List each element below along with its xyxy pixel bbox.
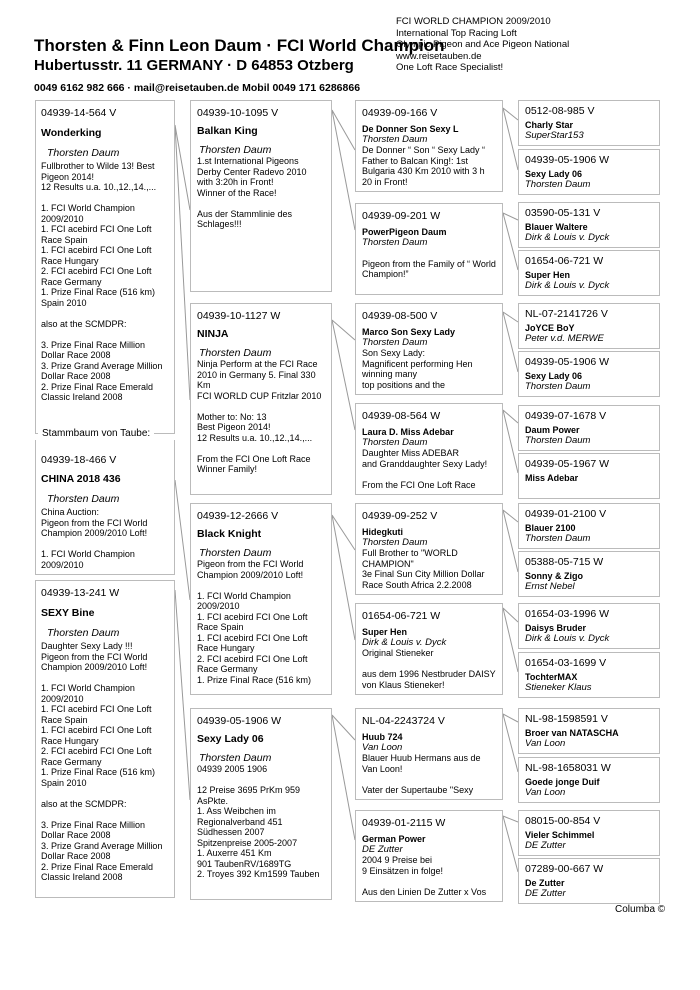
breeder: Thorsten Daum <box>47 627 120 639</box>
pigeon-name: PowerPigeon Daum <box>362 227 447 237</box>
ring-number: NL-04-2243724 V <box>362 715 445 727</box>
breeder: Thorsten Daum <box>199 144 272 156</box>
pigeon-card-gen3-5 <box>355 503 503 595</box>
breeder: Dirk & Louis v. Dyck <box>525 231 610 243</box>
breeder: Thorsten Daum <box>362 536 428 548</box>
pigeon-card-gen2-2 <box>190 303 332 495</box>
ring-number: 08015-00-854 V <box>525 815 601 827</box>
pigeon-name: Sexy Lady 06 <box>197 733 264 745</box>
pigeon-name: Hidegkuti <box>362 527 404 537</box>
breeder: Thorsten Daum <box>525 380 591 392</box>
pigeon-card-gen4-12 <box>518 652 660 698</box>
ring-number: 04939-09-252 V <box>362 510 438 522</box>
description: Daughter Sexy Lady !!! Pigeon from the FCI World Champion 2009/2010 Loft! 1. FCI World Champion 2009/2010 1. FCI acebird FCI One Loft Race Spain 1. FCI acebird FCI One Loft Race Hungary 2. FCI acebird FCI One Loft Race Germany 1. Prize Final Race (516 km) Spain 2010 also at the SCMDPR: 3. Prize Final Race Million Dollar Race 2008 3. Prize Grand Average Million Dollar Race 2008 2. Prize Final Race Emerald Classic Ireland 2008 <box>41 641 163 882</box>
pigeon-name: Super Hen <box>525 270 571 280</box>
pigeon-card-gen4-1 <box>518 100 660 146</box>
ring-number: NL-98-1658031 W <box>525 762 611 774</box>
ring-number: 04939-13-241 W <box>41 587 120 599</box>
pigeon-card-gen3-2 <box>355 203 503 295</box>
pigeon-card-gen3-1 <box>355 100 503 192</box>
pigeon-card-gen2-4 <box>190 708 332 900</box>
ring-number: 04939-05-1967 W <box>525 458 610 470</box>
breeder: Thorsten Daum <box>362 133 428 145</box>
pigeon-name: CHINA 2018 436 <box>41 473 121 485</box>
description: Fullbrother to Wilde 13! Best Pigeon 2014! 12 Results u.a. 10.,12.,14.,... 1. FCI World Champion 2009/2010 1. FCI acebird FCI One Loft Race Spain 1. FCI acebird FCI One Loft Race Hungary 2. FCI acebird FCI One Loft Race Germany 1. Prize Final Race (516 km) Spain 2010 also at the SCMDPR: 3. Prize Final Race Million Dollar Race 2008 3. Prize Grand Average Million Dollar Race 2008 2. Prize Final Race Emerald Classic Ireland 2008 <box>41 161 163 402</box>
pigeon-card-gen4-3 <box>518 202 660 248</box>
ring-number: 04939-14-564 V <box>41 107 117 119</box>
pigeon-name: Marco Son Sexy Lady <box>362 327 456 337</box>
pigeon-card-gen4-16 <box>518 858 660 904</box>
ring-number: 04939-01-2115 W <box>362 817 446 829</box>
breeder: DE Zutter <box>525 887 566 899</box>
pigeon-card-gen4-8 <box>518 453 660 499</box>
description: Pigeon from the Family of “ World Champion!” <box>362 258 496 279</box>
pigeon-name: TochterMAX <box>525 672 578 682</box>
header-title: Thorsten & Finn Leon Daum · FCI World Champion <box>34 36 445 55</box>
breeder: Thorsten Daum <box>525 178 591 190</box>
pigeon-card-gen4-11 <box>518 603 660 649</box>
ring-number: 04939-12-2666 V <box>197 510 279 522</box>
breeder: DE Zutter <box>525 839 566 851</box>
breeder: Thorsten Daum <box>199 347 272 359</box>
header-address: Hubertusstr. 11 GERMANY · D 64853 Otzberg <box>34 57 354 74</box>
pigeon-name: NINJA <box>197 328 229 340</box>
pigeon-name: Sexy Lady 06 <box>525 371 583 381</box>
ring-number: 04939-07-1678 V <box>525 410 607 422</box>
description: 2004 9 Preise bei 9 Einsätzen in folge! Aus den Linien De Zutter x Vos <box>362 855 487 897</box>
pigeon-name: Wonderking <box>41 127 102 139</box>
ring-number: 04939-09-201 W <box>362 210 441 222</box>
breeder: Stieneker Klaus <box>525 681 592 693</box>
breeder: Thorsten Daum <box>525 532 591 544</box>
footer-credit: Columba © <box>615 904 666 915</box>
breeder: Thorsten Daum <box>47 147 120 159</box>
ring-number: NL-98-1598591 V <box>525 713 608 725</box>
pigeon-name: JoYCE BoY <box>525 323 575 333</box>
pigeon-card-gen3-6 <box>355 603 503 695</box>
description: Son Sexy Lady: Magnificent performing Hen winning many top positions and the <box>362 348 473 390</box>
description: Daughter Miss ADEBAR and Granddaughter Sexy Lady! From the FCI One Loft Race <box>362 448 488 490</box>
ring-number: 04939-05-1906 W <box>197 715 282 727</box>
description: Ninja Perform at the FCI Race 2010 in Germany 5. Final 330 Km FCI WORLD CUP Fritzlar 2010 Mother to: No: 13 Best Pigeon 2014! 12 Results u.a. 10.,12.,14.,... From the FCI One Loft Race Winner Family! <box>197 359 322 474</box>
breeder: Dirk & Louis v. Dyck <box>525 632 610 644</box>
breeder: Thorsten Daum <box>362 436 428 448</box>
ring-number: 04939-05-1906 W <box>525 356 610 368</box>
header-contact: 0049 6162 982 666 · mail@reisetauben.de Mobil 0049 171 6286866 <box>34 82 361 94</box>
pigeon-card-gen2-3 <box>190 503 332 695</box>
ring-number: 01654-06-721 W <box>362 610 441 622</box>
pigeon-card-mother <box>35 580 175 898</box>
description: China Auction: Pigeon from the FCI World Champion 2009/2010 Loft! 1. FCI World Champion 2009/2010 <box>41 507 148 570</box>
breeder: Thorsten Daum <box>362 336 428 348</box>
breeder: Thorsten Daum <box>525 434 591 446</box>
pigeon-card-gen4-13 <box>518 708 660 754</box>
description: Full Brother to "WORLD CHAMPION" 3e Final Sun City Million Dollar Race South Africa 2.2.2008 <box>362 548 485 590</box>
ring-number: 04939-01-2100 V <box>525 508 607 520</box>
ring-number: 07289-00-667 W <box>525 863 604 875</box>
pigeon-name: Miss Adebar <box>525 473 579 483</box>
ring-number: 04939-08-564 W <box>362 410 441 422</box>
pigeon-card-gen3-7 <box>355 708 503 800</box>
breeder: Peter v.d. MERWE <box>525 332 604 344</box>
ring-number: 0512-08-985 V <box>525 105 595 117</box>
pigeon-name: Blauer Waltere <box>525 222 588 232</box>
ring-number: 01654-06-721 W <box>525 255 604 267</box>
pedigree-legend: Stammbaum von Taube: <box>38 428 154 439</box>
pigeon-card-gen4-4 <box>518 250 660 296</box>
pigeon-name: Laura D. Miss Adebar <box>362 427 454 437</box>
breeder: Thorsten Daum <box>362 236 428 248</box>
breeder: Dirk & Louis v. Dyck <box>525 279 610 291</box>
pigeon-card-gen2-1 <box>190 100 332 292</box>
breeder: Ernst Nebel <box>525 580 575 592</box>
pigeon-name: SEXY Bine <box>41 607 95 619</box>
pigeon-name: Blauer 2100 <box>525 523 576 533</box>
pigeon-name: Super Hen <box>362 627 408 637</box>
pigeon-card-gen4-2 <box>518 149 660 195</box>
breeder: Thorsten Daum <box>47 493 120 505</box>
pigeon-name: Daum Power <box>525 425 580 435</box>
breeder: SuperStar153 <box>525 129 584 141</box>
ring-number: 03590-05-131 V <box>525 207 601 219</box>
pigeon-card-gen4-15 <box>518 810 660 856</box>
pigeon-name: Sexy Lady 06 <box>525 169 583 179</box>
ring-number: 04939-09-166 V <box>362 107 438 119</box>
ring-number: NL-07-2141726 V <box>525 308 608 320</box>
breeder: Van Loon <box>525 786 566 798</box>
pigeon-name: Sonny & Zigo <box>525 571 583 581</box>
pigeon-name: German Power <box>362 834 426 844</box>
pigeon-name: Black Knight <box>197 528 262 540</box>
pigeon-name: Vieler Schimmel <box>525 830 595 840</box>
pigeon-card-gen3-8 <box>355 810 503 902</box>
ring-number: 01654-03-1996 W <box>525 608 610 620</box>
pigeon-name: Daisys Bruder <box>525 623 587 633</box>
pigeon-name: De Donner Son Sexy L <box>362 124 459 134</box>
description: Blauer Huub Hermans aus de Van Loon! Vater der Supertaube "Sexy <box>362 753 481 795</box>
pigeon-card-gen3-4 <box>355 403 503 495</box>
description: Pigeon from the FCI World Champion 2009/2010 Loft! 1. FCI World Champion 2009/2010 1. FCI acebird FCI One Loft Race Spain 1. FCI acebird FCI One Loft Race Hungary 2. FCI acebird FCI One Loft Race Germany 1. Prize Final Race (516 km) <box>197 559 312 685</box>
pigeon-card-gen4-14 <box>518 757 660 803</box>
pigeon-card-gen4-9 <box>518 503 660 549</box>
ring-number: 01654-03-1699 V <box>525 657 607 669</box>
pigeon-card-gen4-7 <box>518 405 660 451</box>
pigeon-card-subject <box>35 100 175 434</box>
pigeon-card-gen3-3 <box>355 303 503 395</box>
breeder: Dirk & Louis v. Dyck <box>362 636 447 648</box>
ring-number: 04939-10-1095 V <box>197 107 279 119</box>
pigeon-name: Goede jonge Duif <box>525 777 600 787</box>
breeder: DE Zutter <box>362 843 403 855</box>
pigeon-name: Huub 724 <box>362 732 403 742</box>
description: 1.st International Pigeons Derby Center Radevo 2010 with 3:20h in Front! Winner of the Race! Aus der Stammlinie des Schlages!!! <box>197 156 307 229</box>
breeder: Van Loon <box>362 741 403 753</box>
ring-number: 04939-10-1127 W <box>197 310 281 322</box>
breeder: Thorsten Daum <box>199 752 272 764</box>
breeder: Van Loon <box>525 737 566 749</box>
pigeon-name: Balkan King <box>197 125 258 137</box>
pigeon-name: Broer van NATASCHA <box>525 728 619 738</box>
pigeon-card-gen4-6 <box>518 351 660 397</box>
description: 04939 2005 1906 12 Preise 3695 PrKm 959 AsPkte. 1. Ass Weibchen im Regionalverband 451 Südhessen 2007 Spitzenpreise 2005-2007 1. Auxerre 451 Km 901 TaubenRV/1689TG 2. Troyes 392 Km1599 Tauben <box>197 764 320 879</box>
header-top-right: FCI WORLD CHAMPION 2009/2010 International Top Racing Loft Olympic Pigeon and Ace Pigeon National www.reisetauben.de One Loft Race Specialist! <box>396 16 570 73</box>
pigeon-card-gen4-10 <box>518 551 660 597</box>
breeder: Thorsten Daum <box>199 547 272 559</box>
description: Original Stieneker aus dem 1996 Nestbruder DAISY von Klaus Stieneker! <box>362 648 496 690</box>
description: De Donner “ Son “ Sexy Lady “ Father to Balcan King!: 1st Bulgaria 430 Km 2010 with 3 h 20 in Front! <box>362 145 486 187</box>
ring-number: 04939-18-466 V <box>41 454 117 466</box>
pigeon-name: De Zutter <box>525 878 565 888</box>
pigeon-name: Charly Star <box>525 120 574 130</box>
pigeon-card-gen4-5 <box>518 303 660 349</box>
ring-number: 04939-05-1906 W <box>525 154 610 166</box>
ring-number: 05388-05-715 W <box>525 556 604 568</box>
pigeon-card-father <box>35 440 175 575</box>
ring-number: 04939-08-500 V <box>362 310 438 322</box>
